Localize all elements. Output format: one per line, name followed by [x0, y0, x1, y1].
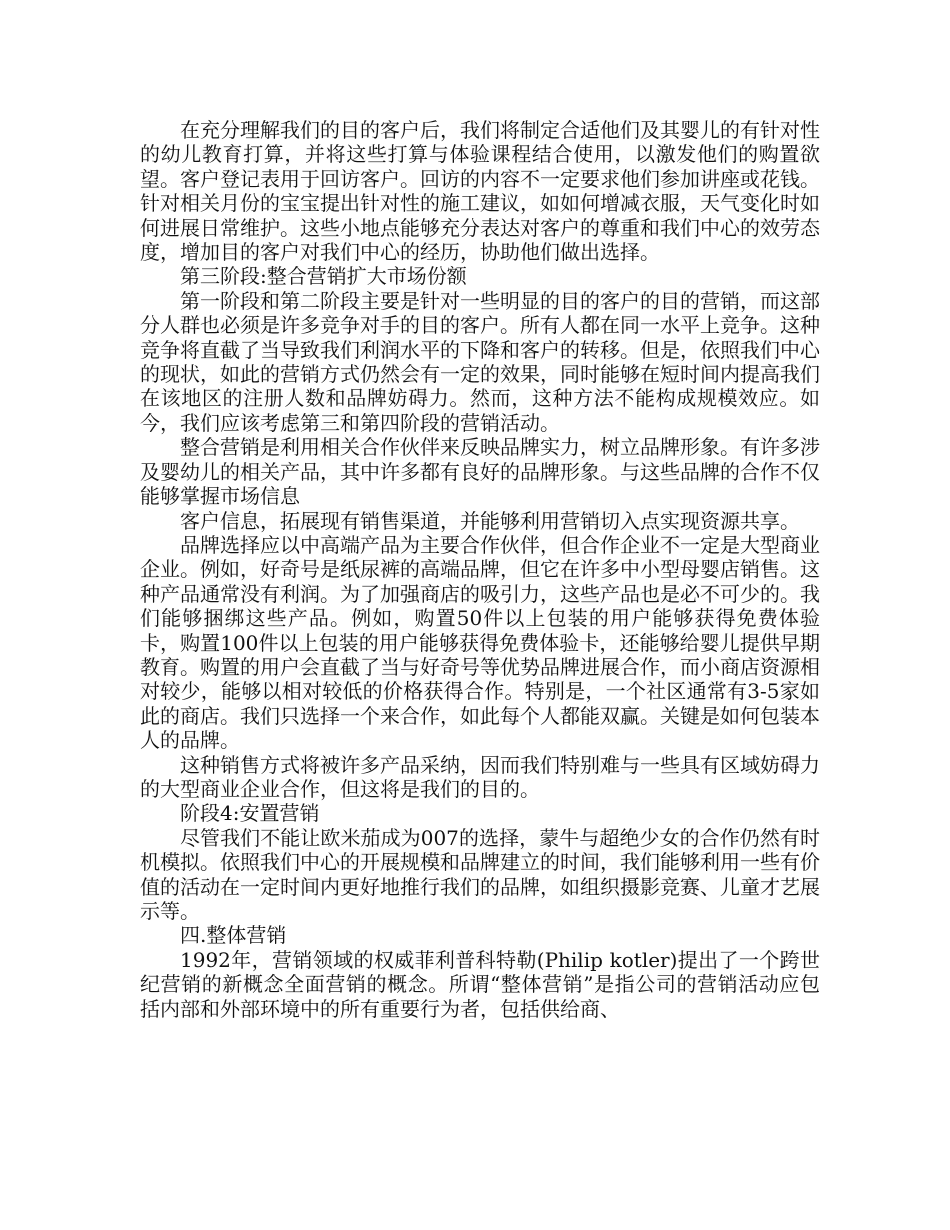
document-body	[140, 118, 820, 1021]
paragraph-competition: 第一阶段和第二阶段主要是针对一些明显的目的客户的目的营销，而这部分人群也必须是许多竞争对手的目的客户。所有人都在同一水平上竞争。这种竞争将直截了当导致我们利润水平的下降和客户的转移。但是，依照我们中心的现状，如此的营销方式仍然会有一定的效果，同时能够在短时间内提高我们在该地区的注册人数和品牌妨碍力。然而，这种方法不能构成规模效应。如今，我们应该考虑第三和第四阶段的营销活动。	[140, 288, 820, 435]
heading-stage-four: 阶段4:安置营销	[180, 801, 320, 826]
paragraph-customer-info: 客户信息，拓展现有销售渠道，并能够利用营销切入点实现资源共享。	[180, 508, 800, 533]
paragraph-kotler: 1992年，营销领域的权威菲利普科特勒(Philip kotler)提出了一个跨世纪营销的新概念全面营销的概念。所谓“整体营销”是指公司的营销活动应包括内部和外部环境中的所有重要行为者，包括供给商、	[140, 947, 820, 1021]
heading-holistic-marketing: 四.整体营销	[180, 923, 287, 948]
paragraph-placement-marketing: 尽管我们不能让欧米茄成为007的选择，蒙牛与超绝少女的合作仍然有时机模拟。依照我们中心的开展规模和品牌建立的时间，我们能够利用一些有价值的活动在一定时间内更好地推行我们的品牌，如组织摄影竞赛、儿童才艺展示等。	[140, 825, 820, 923]
paragraph-integrated-marketing: 整合营销是利用相关合作伙伴来反映品牌实力，树立品牌形象。有许多涉及婴幼儿的相关产品，其中许多都有良好的品牌形象。与这些品牌的合作不仅能够掌握市场信息	[140, 435, 820, 509]
paragraph-brand-selection: 品牌选择应以中高端产品为主要合作伙伴，但合作企业不一定是大型商业企业。例如，好奇号是纸尿裤的高端品牌，但它在许多中小型母婴店销售。这种产品通常没有利润。为了加强商店的吸引力，这些产品也是必不可少的。我们能够捆绑这些产品。例如，购置50件以上包装的用户能够获得免费体验卡，购置100件以上包装的用户能够获得免费体验卡，还能够给婴儿提供早期教育。购置的用户会直截了当与好奇号等优势品牌进展合作，而小商店资源相对较少，能够以相对较低的价格获得合作。特别是，一个社区通常有3-5家如此的商店。我们只选择一个来合作，如此每个人都能双赢。关键是如何包装本人的品牌。	[140, 532, 820, 753]
heading-stage-three: 第三阶段:整合营销扩大市场份额	[180, 264, 467, 289]
paragraph-sales-method: 这种销售方式将被许多产品采纳，因而我们特别难与一些具有区域妨碍力的大型商业企业合作，但这将是我们的目的。	[140, 752, 820, 801]
paragraph-client-followup: 在充分理解我们的目的客户后，我们将制定合适他们及其婴儿的有针对性的幼儿教育打算，并将这些打算与体验课程结合使用，以激发他们的购置欲望。客户登记表用于回访客户。回访的内容不一定要求他们参加讲座或花钱。针对相关月份的宝宝提出针对性的施工建议，如如何增减衣服，天气变化时如何进展日常维护。这些小地点能够充分表达对客户的尊重和我们中心的效劳态度，增加目的客户对我们中心的经历，协助他们做出选择。	[140, 118, 820, 265]
